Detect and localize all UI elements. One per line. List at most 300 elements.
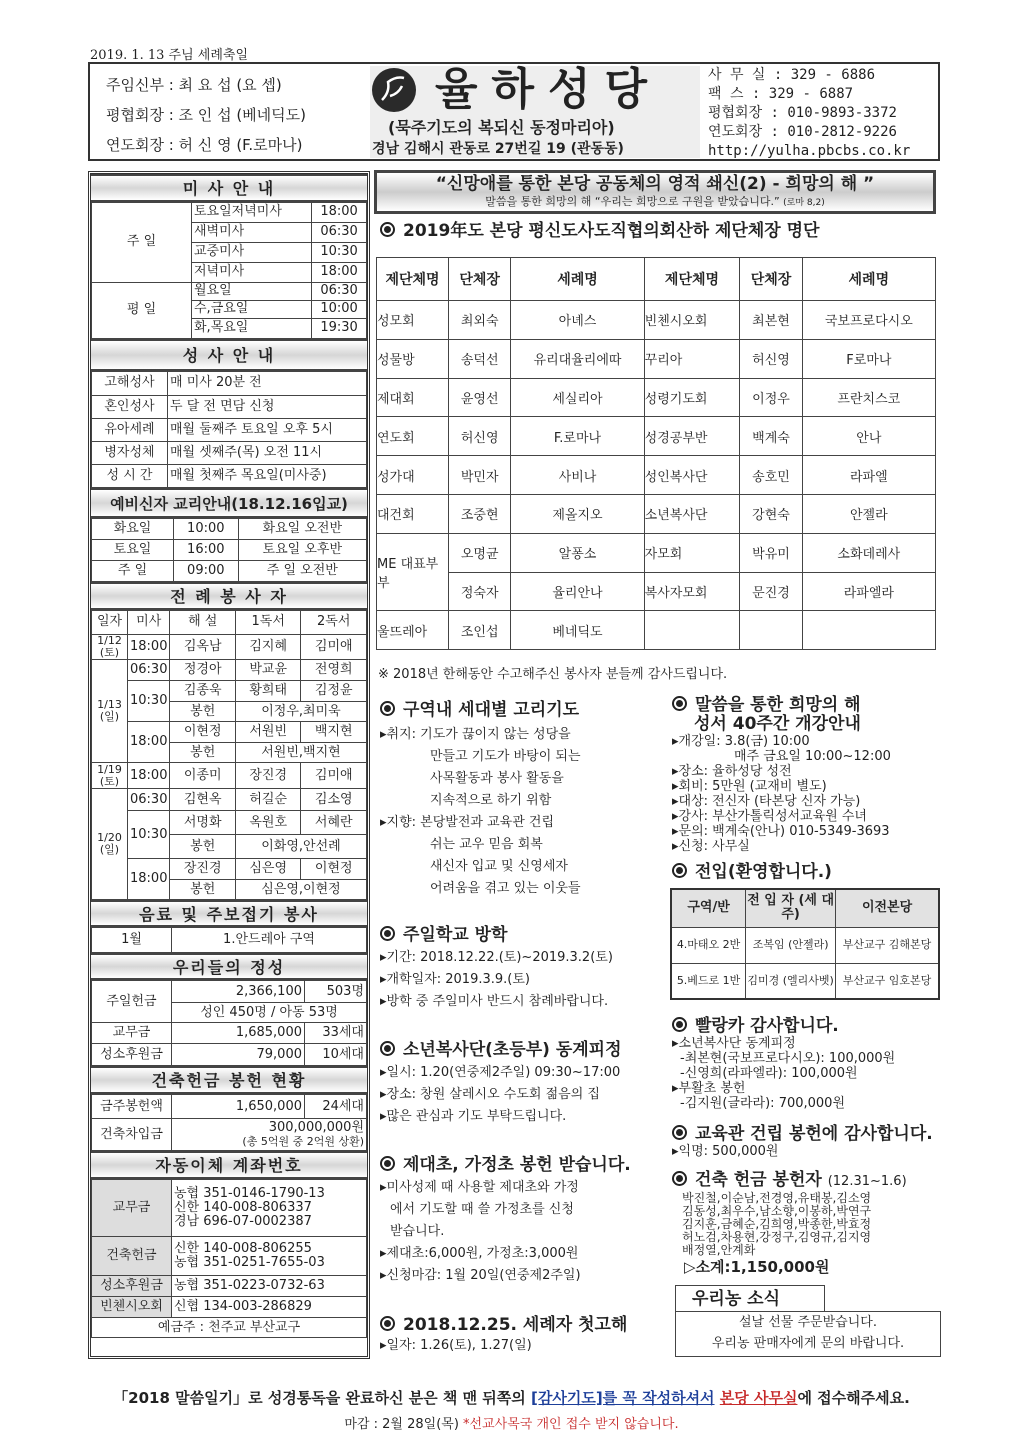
baptismal-name: 프란치스코 xyxy=(802,378,935,417)
office-phone: 사 무 실 : 329 - 6886 xyxy=(708,67,876,83)
church-logo-icon xyxy=(370,66,418,114)
footer-deadline xyxy=(0,1416,1023,1434)
transfer-table xyxy=(670,888,940,1000)
offering-amount: 1,685,000 xyxy=(172,1023,305,1044)
sacrament-info: 매월 셋째주(목) 오전 11시 xyxy=(168,442,367,465)
text-line: 만들고 기도가 바탕이 되는 xyxy=(430,749,581,764)
baptismal-name: 안나 xyxy=(802,417,935,456)
account-number: 농협 351-0251-7655-03 xyxy=(174,1255,325,1271)
reader-2: 전영희 xyxy=(301,660,367,681)
group-name: 꾸리아 xyxy=(644,339,740,378)
theme-subtitle: 말씀을 통한 희망의 해 “우리는 희망으로 구원을 받았습니다.” xyxy=(485,195,780,208)
service-date: 1/13 (일) xyxy=(92,660,128,763)
baptismal-name: 알퐁소 xyxy=(511,533,644,572)
offering-label: 주일헌금 xyxy=(92,981,172,1023)
yeondo-phone: 연도회장 : 010-2812-9226 xyxy=(708,124,897,140)
mass-time: 10:00 xyxy=(312,301,367,319)
text-line: ▸장소: 율하성당 성전 xyxy=(672,764,792,779)
candles-section xyxy=(380,1155,631,1287)
reader-1: 옥원호 xyxy=(235,811,301,835)
text-line: ▸지향: 본당발전과 교육관 건립 xyxy=(380,815,554,830)
groups-section-title xyxy=(380,221,819,241)
catechumen-header: 예비신자 교리안내(18.12.16입교) xyxy=(91,488,367,518)
account-label: 성소후원금 xyxy=(92,1276,172,1297)
baptismal-name: F.로마나 xyxy=(511,417,644,456)
group-leader: 조인섭 xyxy=(449,611,511,650)
sacrament-info: 매월 둘째주 토요일 오후 5시 xyxy=(168,419,367,442)
text-line: 쉬는 교우 믿음 회복 xyxy=(430,837,543,852)
bullet-icon xyxy=(380,926,395,941)
mass-time: 18:00 xyxy=(128,859,170,900)
col-header: 단체장 xyxy=(740,258,802,301)
text-line: ▸미사성제 때 사용할 제대초와 가정 xyxy=(380,1180,579,1195)
donor-period: (12.31~1.6) xyxy=(827,1174,907,1189)
liturgy-header: 전 례 봉 사 자 xyxy=(91,582,367,610)
table-row xyxy=(377,417,936,456)
mass-name: 저녁미사 xyxy=(192,263,312,283)
table-row xyxy=(377,572,936,611)
sacraments-table xyxy=(91,371,367,488)
church-subtitle: (묵주기도의 복되신 동정마리아) xyxy=(388,118,615,137)
commentator: 장진경 xyxy=(170,859,236,880)
offering-table xyxy=(91,980,367,1066)
loan-note: (총 5억원 중 2억원 상환) xyxy=(242,1134,364,1148)
text-line: 에서 기도할 때 쓸 가정초를 신청 xyxy=(390,1202,574,1217)
palanca-section xyxy=(672,1016,942,1111)
offering-label: 성소후원금 xyxy=(92,1044,172,1066)
group-leader: 강현숙 xyxy=(740,494,802,533)
section-title-text: 전입(환영합니다.) xyxy=(695,862,832,882)
section-title-text: 주일학교 방학 xyxy=(403,925,508,945)
col-header: 제단체명 xyxy=(377,258,449,301)
col-header: 1독서 xyxy=(235,611,301,635)
offertory-names: 이정우,최미욱 xyxy=(235,702,366,722)
mass-header: 미 사 안 내 xyxy=(91,174,367,202)
account-number: 농협 351-0223-0732-63 xyxy=(172,1276,367,1297)
footer-highlight: [감사기도]를 꼭 작성하셔서 xyxy=(531,1389,715,1407)
account-number: 경남 696-07-0002387 xyxy=(174,1214,312,1230)
group-leader: 최본현 xyxy=(740,301,802,340)
account-number: 신한 140-008-806337 xyxy=(174,1200,312,1216)
reader-2: 백지현 xyxy=(301,722,367,743)
text-line: 지속적으로 하기 위함 xyxy=(430,793,552,808)
baptismal-name: 유리대율리에따 xyxy=(511,339,644,378)
col-header: 제단체명 xyxy=(644,258,740,301)
group-leader: 이정우 xyxy=(740,378,802,417)
education-hall-section xyxy=(672,1124,933,1159)
section-title-text: 구역내 세대별 고리기도 xyxy=(403,700,580,720)
offertory-names: 심은영,이현정 xyxy=(235,880,366,900)
offering-count: 10세대 xyxy=(305,1044,367,1066)
baptismal-name: 율리안나 xyxy=(511,572,644,611)
col-header: 세례명 xyxy=(511,258,644,301)
baptismal-name: 라파엘 xyxy=(802,456,935,495)
mass-name: 월요일 xyxy=(192,283,312,301)
newcomer: 김미경 (엘리사벳) xyxy=(746,963,836,999)
bullet-icon xyxy=(672,863,687,878)
footer-text: 에 접수해주세요. xyxy=(797,1389,910,1407)
col-header: 2독서 xyxy=(301,611,367,635)
fax: 팩 스 : 329 - 6887 xyxy=(708,86,854,102)
bullet-icon xyxy=(380,1041,395,1056)
group-name: 울뜨레아 xyxy=(377,611,449,650)
mass-table xyxy=(91,202,367,339)
mass-time: 06:30 xyxy=(128,789,170,811)
baptismal-name: 안젤라 xyxy=(802,494,935,533)
account-holder: 예금주 : 천주교 부산교구 xyxy=(92,1318,367,1338)
bullet-icon xyxy=(380,1316,395,1331)
donor-names: 김지훈,금혜순,김희영,박종한,박효정 xyxy=(682,1217,872,1231)
loan-amount: 300,000,000원 xyxy=(268,1120,364,1136)
service-date: 1/20 (일) xyxy=(92,789,128,900)
class-name: 토요일 오후반 xyxy=(238,540,366,561)
sacrament-name: 성 시 간 xyxy=(92,465,168,488)
commentator: 서명화 xyxy=(170,811,236,835)
donor-names: 허노검,차용현,강정구,김영규,김지영 xyxy=(682,1230,872,1244)
thanks-note: ※ 2018년 한해동안 수고해주신 봉사자 분들께 감사드립니다. xyxy=(378,667,728,682)
service-date: 1/12 (토) xyxy=(92,635,128,660)
accounts-header: 자동이체 계좌번호 xyxy=(91,1151,367,1179)
group-leader: 조중현 xyxy=(449,494,511,533)
class-day: 주 일 xyxy=(92,561,174,582)
altar-server-section xyxy=(380,1040,622,1128)
mass-time: 19:30 xyxy=(312,319,367,339)
baptismal-name: 제올지오 xyxy=(511,494,644,533)
offertory-label: 봉헌 xyxy=(170,702,236,722)
text-line: -최본현(국보프로다시오): 100,000원 xyxy=(680,1051,896,1066)
class-time: 16:00 xyxy=(174,540,239,561)
reader-1: 김지혜 xyxy=(235,635,301,660)
yeondo-head: 연도회장 : 허 신 영 (F.로마나) xyxy=(106,136,303,154)
table-row xyxy=(377,456,936,495)
group-name: 성경공부반 xyxy=(644,417,740,456)
class-time: 10:00 xyxy=(174,519,239,540)
group-name: 성인복사단 xyxy=(644,456,740,495)
service-date: 1/19 (토) xyxy=(92,763,128,789)
building-label: 금주봉헌액 xyxy=(92,1095,172,1119)
baptismal-name: 사비나 xyxy=(511,456,644,495)
mass-time: 10:30 xyxy=(312,243,367,263)
section-title-text: 제대초, 가정초 봉헌 받습니다. xyxy=(403,1155,631,1175)
mass-time: 06:30 xyxy=(128,660,170,681)
offering-count: 503명 xyxy=(305,981,367,1003)
commentator: 김옥남 xyxy=(170,635,236,660)
liturgy-table xyxy=(91,610,367,900)
theme-banner xyxy=(374,170,936,214)
table-row xyxy=(377,533,936,572)
reader-1: 서원빈 xyxy=(235,722,301,743)
prayer-section xyxy=(380,700,665,900)
sacrament-name: 유아세례 xyxy=(92,419,168,442)
building-count: 24세대 xyxy=(305,1095,367,1119)
group-leader: 백계숙 xyxy=(740,417,802,456)
deadline-notice: *선교사목국 개인 접수 받지 않습니다. xyxy=(463,1417,679,1432)
church-name: 율하성당 xyxy=(435,64,662,115)
offertory-label: 봉헌 xyxy=(170,743,236,763)
offertory-label: 봉헌 xyxy=(170,880,236,900)
drinks-month: 1월 xyxy=(92,928,172,953)
donor-names: 배정열,안계화 xyxy=(682,1243,756,1257)
class-time: 09:00 xyxy=(174,561,239,582)
section-title-text: 말씀을 통한 희망의 해 xyxy=(695,695,861,715)
groups-table xyxy=(376,257,936,650)
theme-title: “신망애를 통한 본당 공동체의 영적 쇄신(2) - 희망의 해 ” xyxy=(435,174,875,194)
text-line: ▸대상: 전신자 (타본당 신자 가능) xyxy=(672,794,861,809)
accounts-table xyxy=(91,1179,367,1338)
previous-parish: 부산교구 김해본당 xyxy=(836,927,939,963)
offertory-names: 서원빈,백지현 xyxy=(235,743,366,763)
text-line: ▸회비: 5만원 (교재비 별도) xyxy=(672,779,827,794)
baptismal-name: 국보프로다시오 xyxy=(802,301,935,340)
text-line: ▸개강일: 3.8(금) 10:00 xyxy=(672,734,810,749)
donor-subtotal: ▷소계:1,150,000원 xyxy=(684,1258,830,1276)
council-head: 평협회장 : 조 인 섭 (베네딕도) xyxy=(106,106,306,124)
sacrament-name: 혼인성사 xyxy=(92,396,168,419)
donor-names: 박진철,이순남,전경영,유태봉,김소영 xyxy=(682,1191,872,1205)
bullet-icon xyxy=(672,1017,687,1032)
baptismal-name: F로마나 xyxy=(802,339,935,378)
col-header: 미사 xyxy=(128,611,170,635)
group-leader: 박민자 xyxy=(449,456,511,495)
footer-notice xyxy=(0,1388,1023,1408)
group-name: 성물방 xyxy=(377,339,449,378)
sacraments-header: 성 사 안 내 xyxy=(91,339,367,371)
class-name: 주 일 오전반 xyxy=(238,561,366,582)
mass-name: 교중미사 xyxy=(192,243,312,263)
reader-1: 박교윤 xyxy=(235,660,301,681)
group-leader: 허신영 xyxy=(740,339,802,378)
offertory-names: 이화영,안선례 xyxy=(235,835,366,859)
group-leader: 윤영선 xyxy=(449,378,511,417)
sacrament-info: 두 달 전 면담 신청 xyxy=(168,396,367,419)
farm-news-box xyxy=(675,1285,941,1357)
text-line: ▸일시: 1.20(연중제2주일) 09:30~17:00 xyxy=(380,1065,621,1080)
reader-1: 심은영 xyxy=(235,859,301,880)
text-line: ▸익명: 500,000원 xyxy=(672,1144,779,1159)
reader-2: 이현정 xyxy=(301,859,367,880)
website-link[interactable]: http://yulha.pbcbs.co.kr xyxy=(708,143,911,159)
mass-time: 18:00 xyxy=(128,763,170,789)
newcomer: 조복임 (안젤라) xyxy=(746,927,836,963)
table-row xyxy=(377,339,936,378)
group-name: ME 대표부부 xyxy=(377,533,449,611)
table-row xyxy=(377,494,936,533)
commentator: 김현옥 xyxy=(170,789,236,811)
text-line: 설날 선물 주문받습니다. xyxy=(739,1315,877,1330)
text-line: 어려움을 겪고 있는 이웃들 xyxy=(430,881,581,896)
baptismal-name: 소화데레사 xyxy=(802,533,935,572)
reader-1: 황희태 xyxy=(235,681,301,702)
mass-time: 10:30 xyxy=(128,811,170,859)
deadline-text: 마감 : 2월 28일(목) xyxy=(344,1417,464,1432)
offering-label: 교무금 xyxy=(92,1023,172,1044)
col-header: 이전본당 xyxy=(836,889,939,927)
section-title-text: 성서 40주간 개강안내 xyxy=(694,714,861,734)
theme-reference: (로마 8,2) xyxy=(783,198,825,208)
mass-name: 화,목요일 xyxy=(192,319,312,339)
commentator: 이종미 xyxy=(170,763,236,789)
offering-count: 33세대 xyxy=(305,1023,367,1044)
bullet-icon xyxy=(672,1171,687,1186)
text-line: ▸방학 중 주일미사 반드시 참례바랍니다. xyxy=(380,994,609,1009)
weekday-label: 평 일 xyxy=(92,283,192,339)
mass-time: 06:30 xyxy=(312,283,367,301)
group-leader: 문진경 xyxy=(740,572,802,611)
mass-time: 18:00 xyxy=(128,722,170,763)
reader-2: 김미애 xyxy=(301,763,367,789)
text-line: 받습니다. xyxy=(390,1224,445,1239)
group-leader: 최외숙 xyxy=(449,301,511,340)
col-header: 전 입 자 (세 대 주) xyxy=(746,889,836,927)
transfer-section-title xyxy=(672,862,832,882)
section-title-text: 2018.12.25. 세례자 첫고해 xyxy=(403,1315,628,1335)
text-line: ▸소년복사단 동계피정 xyxy=(672,1036,796,1051)
text-line: ▸부활초 봉헌 xyxy=(672,1081,746,1096)
bullet-icon xyxy=(672,1125,687,1140)
group-name: 빈첸시오회 xyxy=(644,301,740,340)
sacrament-info: 매월 첫째주 목요일(미사중) xyxy=(168,465,367,488)
church-address: 경남 김해시 관동로 27번길 19 (관동동) xyxy=(372,141,624,157)
group-leader: 오명균 xyxy=(449,533,511,572)
offering-amount: 79,000 xyxy=(172,1044,305,1066)
council-phone: 평협회장 : 010-9893-3372 xyxy=(708,105,897,121)
account-label: 교무금 xyxy=(92,1180,172,1237)
offering-amount: 2,366,100 xyxy=(172,981,305,1003)
district: 4.마태오 2반 xyxy=(671,927,746,963)
building-header: 건축헌금 봉헌 현황 xyxy=(91,1066,367,1094)
text-line: ▸기간: 2018.12.22.(토)~2019.3.2(토) xyxy=(380,950,613,965)
staff-list xyxy=(106,70,306,160)
col-header: 단체장 xyxy=(449,258,511,301)
group-name: 연도회 xyxy=(377,417,449,456)
group-name: 성모회 xyxy=(377,301,449,340)
group-name: 대건회 xyxy=(377,494,449,533)
group-leader: 허신영 xyxy=(449,417,511,456)
account-number: 신한 140-008-806255 xyxy=(174,1240,312,1256)
pastor: 주임신부 : 최 요 섭 (요 셉) xyxy=(106,76,282,94)
table-row xyxy=(377,378,936,417)
text-line: -신영희(라파엘라): 100,000원 xyxy=(680,1066,858,1081)
group-name: 복사자모회 xyxy=(644,572,740,611)
footer-text: 「2018 말씀일기」로 성경통독을 완료하신 분은 책 맨 뒤쪽의 xyxy=(113,1389,531,1407)
reader-1: 장진경 xyxy=(235,763,301,789)
bullet-icon xyxy=(380,701,395,716)
commentator: 이현정 xyxy=(170,722,236,743)
section-title-text: 빨랑카 감사합니다. xyxy=(695,1016,839,1036)
mass-time: 10:30 xyxy=(128,681,170,722)
text-line: 매주 금요일 10:00~12:00 xyxy=(734,749,891,764)
mass-time: 06:30 xyxy=(312,223,367,243)
text-line: ▸장소: 창원 살레시오 수도회 젊음의 집 xyxy=(380,1087,600,1102)
baptismal-name: 아녜스 xyxy=(511,301,644,340)
text-line: 사목활동과 봉사 활동을 xyxy=(430,771,564,786)
class-day: 토요일 xyxy=(92,540,174,561)
text-line: ▸취지: 기도가 끊이지 않는 성당을 xyxy=(380,727,571,742)
building-table xyxy=(91,1094,367,1151)
building-label: 건축차입금 xyxy=(92,1119,172,1151)
drinks-group: 1.안드레아 구역 xyxy=(172,928,367,953)
offering-detail: 성인 450명 / 아동 53명 xyxy=(172,1003,367,1023)
mass-name: 수,금요일 xyxy=(192,301,312,319)
reader-1: 허길순 xyxy=(235,789,301,811)
col-header: 해 설 xyxy=(170,611,236,635)
donor-names: 김동성,최우수,남소향,이봉하,박연구 xyxy=(682,1204,872,1218)
offering-header: 우리들의 정성 xyxy=(91,953,367,980)
class-day: 화요일 xyxy=(92,519,174,540)
confession-section xyxy=(380,1315,627,1357)
mass-time: 18:00 xyxy=(312,263,367,283)
group-leader: 정숙자 xyxy=(449,572,511,611)
group-leader: 송덕선 xyxy=(449,339,511,378)
text-line: 우리농 판매자에게 문의 바랍니다. xyxy=(711,1336,905,1351)
reader-2: 서혜란 xyxy=(301,811,367,835)
group-name: 성가대 xyxy=(377,456,449,495)
text-line: ▸제대초:6,000원, 가정초:3,000원 xyxy=(380,1246,579,1261)
bullet-icon xyxy=(672,696,687,711)
text-line: ▸신청마감: 1월 20일(연중제2주일) xyxy=(380,1268,581,1283)
sacrament-name: 병자성체 xyxy=(92,442,168,465)
catechumen-table xyxy=(91,518,367,582)
text-line: 새신자 입교 및 신영세자 xyxy=(430,859,568,874)
baptismal-name: 라파엘라 xyxy=(802,572,935,611)
bulletin-date: 2019. 1. 13 주님 세례축일 xyxy=(90,48,249,63)
text-line: ▸많은 관심과 기도 부탁드립니다. xyxy=(380,1109,567,1124)
sacrament-name: 고해성사 xyxy=(92,372,168,396)
mass-time: 18:00 xyxy=(128,635,170,660)
bullet-icon xyxy=(380,222,395,237)
account-number: 신협 134-003-286829 xyxy=(172,1297,367,1318)
group-name: 자모회 xyxy=(644,533,740,572)
commentator: 김종욱 xyxy=(170,681,236,702)
reader-2: 김소영 xyxy=(301,789,367,811)
group-leader: 박유미 xyxy=(740,533,802,572)
group-name: 제대회 xyxy=(377,378,449,417)
account-label: 건축헌금 xyxy=(92,1237,172,1276)
section-title-text: 소년복사단(초등부) 동계피정 xyxy=(403,1040,622,1060)
footer-highlight: 본당 사무실 xyxy=(719,1389,798,1407)
class-name: 화요일 오전반 xyxy=(238,519,366,540)
donors-section xyxy=(672,1170,942,1277)
account-label: 빈첸시오회 xyxy=(92,1297,172,1318)
farm-title: 우리농 소식 xyxy=(675,1285,825,1311)
reader-2: 김미애 xyxy=(301,635,367,660)
col-header: 구역/반 xyxy=(671,889,746,927)
contact-list xyxy=(708,66,910,161)
left-column xyxy=(88,171,370,1359)
drinks-table xyxy=(91,927,367,953)
text-line: ▸문의: 백계숙(안나) 010-5349-3693 xyxy=(672,824,890,839)
bullet-icon xyxy=(380,1156,395,1171)
col-header: 세례명 xyxy=(802,258,935,301)
text-line: ▸강사: 부산가톨릭성서교육원 수녀 xyxy=(672,809,867,824)
reader-2: 김정윤 xyxy=(301,681,367,702)
table-row xyxy=(377,301,936,340)
text-line: -김지원(글라라): 700,000원 xyxy=(680,1096,846,1111)
group-name: 성령기도회 xyxy=(644,378,740,417)
mass-name: 새벽미사 xyxy=(192,223,312,243)
section-title-text: 건축 헌금 봉헌자 xyxy=(695,1170,822,1190)
table-row xyxy=(377,611,936,650)
section-title-text: 교육관 건립 봉헌에 감사합니다. xyxy=(695,1124,933,1144)
mass-time: 18:00 xyxy=(312,203,367,223)
group-leader: 송호민 xyxy=(740,456,802,495)
baptismal-name: 베네딕도 xyxy=(511,611,644,650)
mass-name: 토요일저녁미사 xyxy=(192,203,312,223)
sunday-label: 주 일 xyxy=(92,203,192,283)
sacrament-info: 매 미사 20분 전 xyxy=(168,372,367,396)
col-header: 일자 xyxy=(92,611,128,635)
section-title-text: 2019年도 본당 평신도사도직협의회산하 제단체장 명단 xyxy=(403,221,820,241)
